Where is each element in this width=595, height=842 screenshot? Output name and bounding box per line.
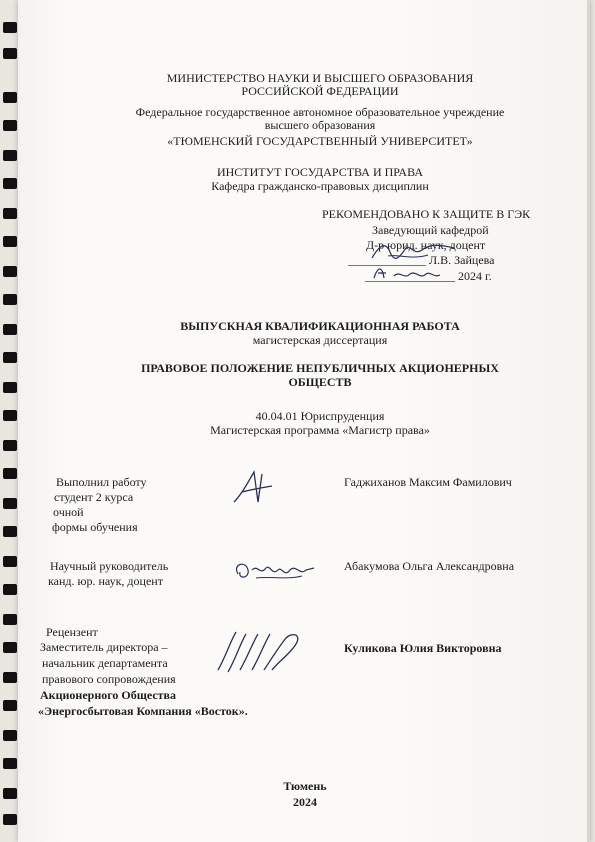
supervisor-name: Абакумова Ольга Александровна — [344, 559, 515, 573]
work-type: ВЫПУСКНАЯ КВАЛИФИКАЦИОННАЯ РАБОТА — [180, 319, 460, 333]
institute-name: ИНСТИТУТ ГОСУДАРСТВА И ПРАВА — [216, 165, 424, 179]
department-name: Кафедра гражданско-правовых дисциплин — [211, 179, 429, 193]
work-subtype: магистерская диссертация — [252, 333, 388, 347]
work-title-line2: ОБЩЕСТВ — [288, 375, 352, 389]
page-edge — [587, 0, 590, 842]
spiral-binding — [0, 0, 24, 842]
author-name: Гаджиханов Максим Фамилович — [344, 475, 512, 489]
approval-position: Заведующий кафедрой — [372, 223, 489, 237]
approval-date-line: _______________ 2024 г. — [365, 269, 492, 283]
university-name: «ТЮМЕНСКИЙ ГОСУДАРСТВЕННЫЙ УНИВЕРСИТЕТ» — [167, 134, 473, 148]
approval-degree: Д-р юрид. наук, доцент — [366, 238, 486, 252]
date-handwriting — [370, 262, 450, 284]
reviewer-role-line6: «Энергосбытовая Компания «Восток». — [38, 704, 248, 718]
author-role-line3: очной — [53, 505, 84, 519]
specialty: 40.04.01 Юриспруденция — [255, 409, 385, 423]
approval-title: РЕКОМЕНДОВАНО К ЗАЩИТЕ В ГЭК — [322, 207, 531, 221]
reviewer-role-line1: Рецензент — [46, 625, 98, 639]
reviewer-role-line4: правового сопровождения — [42, 672, 176, 686]
year: 2024 — [293, 795, 317, 809]
ministry-line1: МИНИСТЕРСТВО НАУКИ И ВЫСШЕГО ОБРАЗОВАНИЯ — [166, 71, 474, 85]
work-title-line1: ПРАВОВОЕ ПОЛОЖЕНИЕ НЕПУБЛИЧНЫХ АКЦИОНЕРНЫХ — [141, 361, 499, 375]
institution-line2: высшего образования — [264, 118, 376, 132]
author-role-line2: студент 2 курса — [54, 490, 134, 504]
reviewer-role-line3: начальник департамента — [42, 656, 168, 670]
reviewer-role-line2: Заместитель директора – — [40, 640, 168, 654]
reviewer-signature — [212, 626, 312, 678]
supervisor-signature — [230, 556, 320, 586]
reviewer-name: Куликова Юлия Викторовна — [344, 641, 502, 655]
supervisor-role-line2: канд. юр. наук, доцент — [48, 574, 163, 588]
author-role-line4: формы обучения — [52, 520, 138, 534]
head-signature — [368, 238, 458, 264]
author-signature — [228, 468, 278, 508]
author-role-line1: Выполнил работу — [56, 475, 147, 489]
supervisor-role-line1: Научный руководитель — [50, 559, 169, 573]
city: Тюмень — [283, 779, 327, 793]
reviewer-role-line5: Акционерного Общества — [40, 688, 177, 702]
ministry-line2: РОССИЙСКОЙ ФЕДЕРАЦИИ — [241, 84, 399, 98]
institution-line1: Федеральное государственное автономное образовательное учреждение — [135, 105, 505, 119]
approval-name-line: _____________ Л.В. Зайцева — [348, 253, 495, 267]
program: Магистерская программа «Магистр права» — [210, 423, 430, 437]
